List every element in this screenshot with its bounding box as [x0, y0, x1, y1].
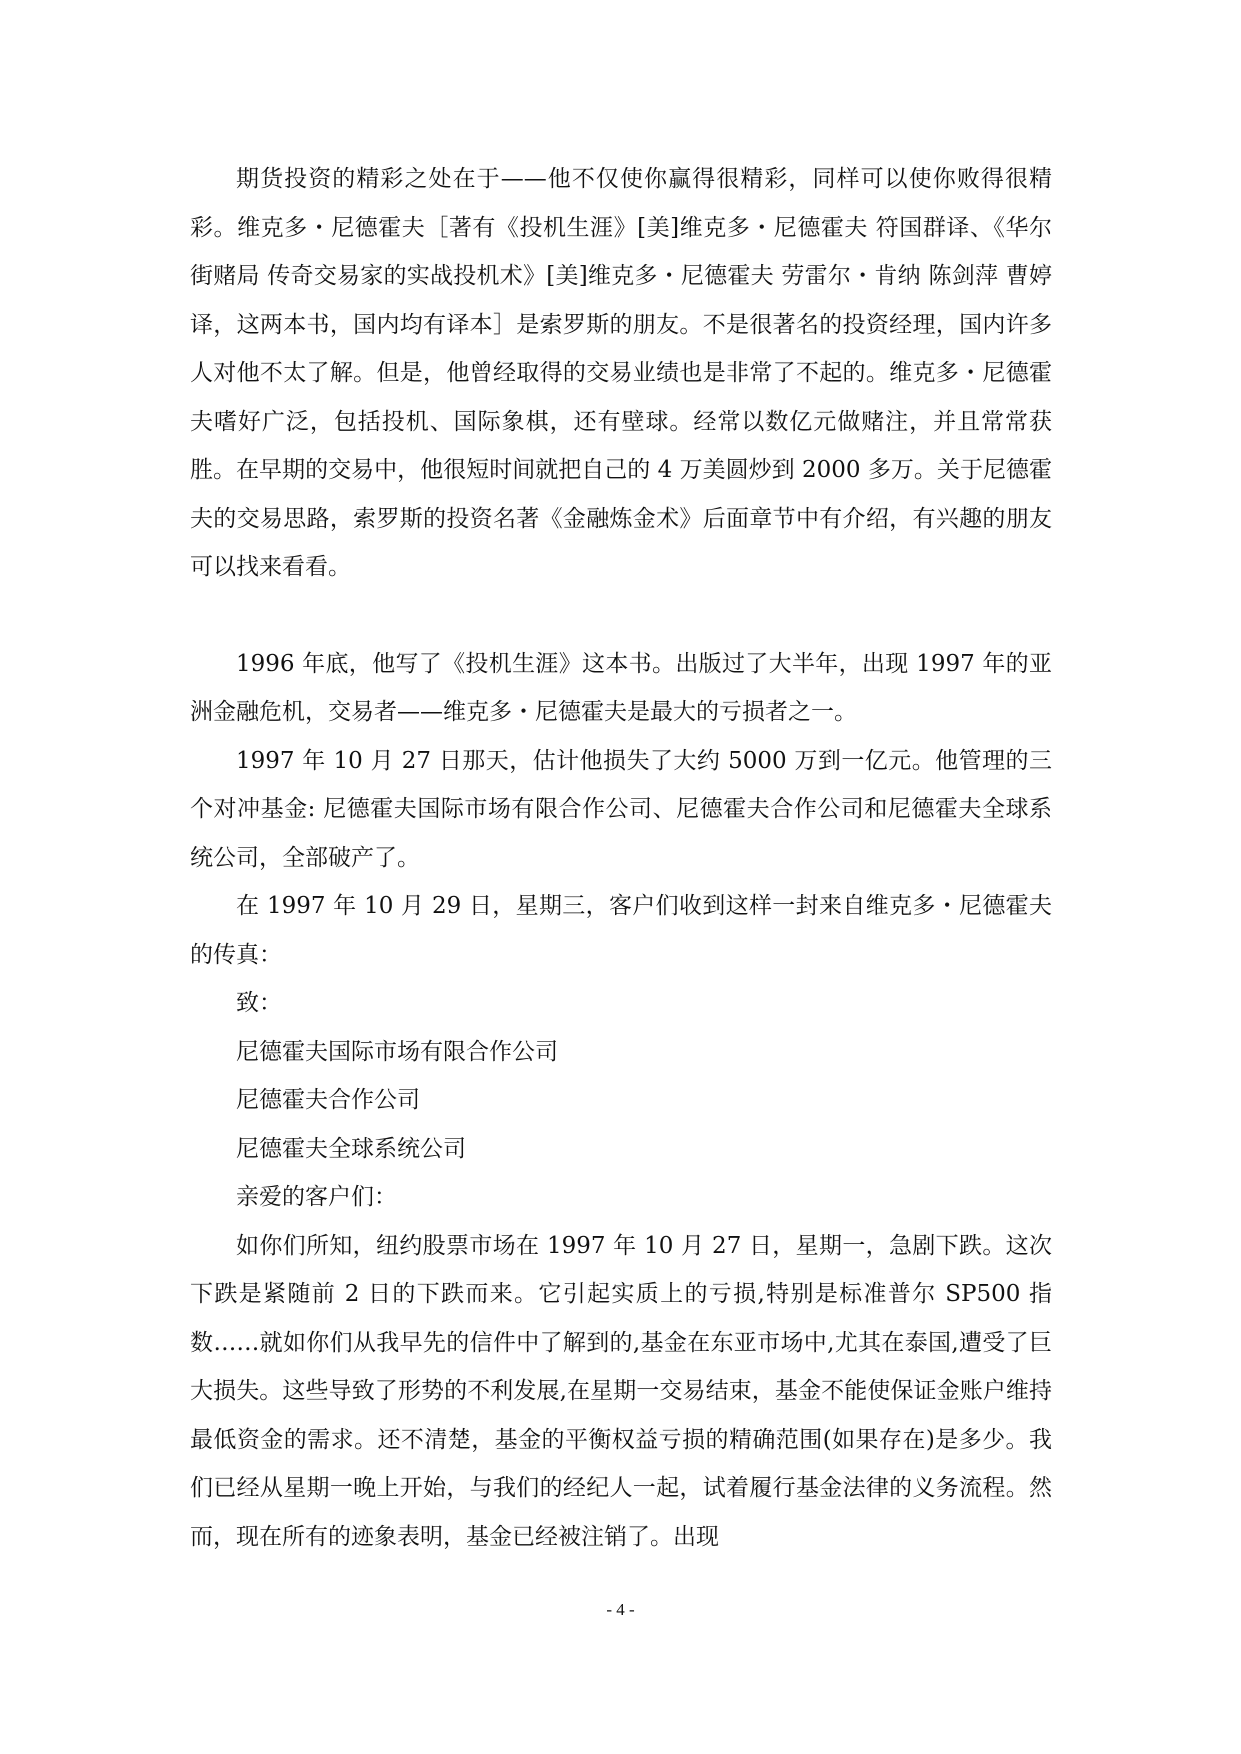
- letter-body: 如你们所知，纽约股票市场在 1997 年 10 月 27 日，星期一，急剧下跌。这次下跌是紧随前 2 日的下跌而来。它引起实质上的亏损,特别是标准普尔 SP500 指数……就如你们从我早先的信件中了解到的,基金在东亚市场中,尤其在泰国,遭受了巨大损失。这些导致了形势的不利发展,在星期一交易结束，基金不能使保证金账户维持最低资金的需求。还不清楚，基金的平衡权益亏损的精确范围(如果存在)是多少。我们已经从星期一晚上开始，与我们的经纪人一起，试着履行基金法律的义务流程。然而，现在所有的迹象表明，基金已经被注销了。出现: [190, 1232, 1052, 1550]
- paragraph-fax-intro: 在 1997 年 10 月 29 日，星期三，客户们收到这样一封来自维克多・尼德霍夫的传真：: [190, 893, 1052, 968]
- letter-salutation: 亲爱的客户们：: [236, 1184, 397, 1210]
- paragraph-niederhoffer-intro: 期货投资的精彩之处在于——他不仅使你赢得很精彩，同样可以使你败得很精彩。维克多・尼德霍夫［著有《投机生涯》[美]维克多・尼德霍夫 符国群译、《华尔街赌局 传奇交易家的实战投机术》[美]维克多・尼德霍夫 劳雷尔・肯纳 陈剑萍 曹婷译，这两本书，国内均有译本］是索罗斯的朋友。不是很著名的投资经理，国内许多人对他不太了解。但是，他曾经取得的交易业绩也是非常了不起的。维克多・尼德霍夫嗜好广泛，包括投机、国际象棋，还有壁球。经常以数亿元做赌注，并且常常获胜。在早期的交易中，他很短时间就把自己的 4 万美圆炒到 2000 多万。关于尼德霍夫的交易思路，索罗斯的投资名著《金融炼金术》后面章节中有介绍，有兴趣的朋友可以找来看看。: [190, 166, 1052, 580]
- page-number: - 4 -: [606, 1600, 635, 1619]
- body-text: [190, 155, 1052, 1561]
- letter-recipient-3: 尼德霍夫全球系统公司: [236, 1135, 466, 1162]
- letter-recipient-2: 尼德霍夫合作公司: [236, 1087, 420, 1113]
- paragraph-1997-loss: 1997 年 10 月 27 日那天，估计他损失了大约 5000 万到一亿元。他管理的三个对冲基金: 尼德霍夫国际市场有限合作公司、尼德霍夫合作公司和尼德霍夫全球系统公司，全部破产了。: [190, 747, 1052, 871]
- letter-to-label: 致：: [236, 990, 282, 1016]
- paragraph-1996-book: 1996 年底，他写了《投机生涯》这本书。出版过了大半年，出现 1997 年的亚洲金融危机，交易者——维克多・尼德霍夫是最大的亏损者之一。: [190, 650, 1052, 725]
- letter-recipient-1: 尼德霍夫国际市场有限合作公司: [236, 1038, 558, 1065]
